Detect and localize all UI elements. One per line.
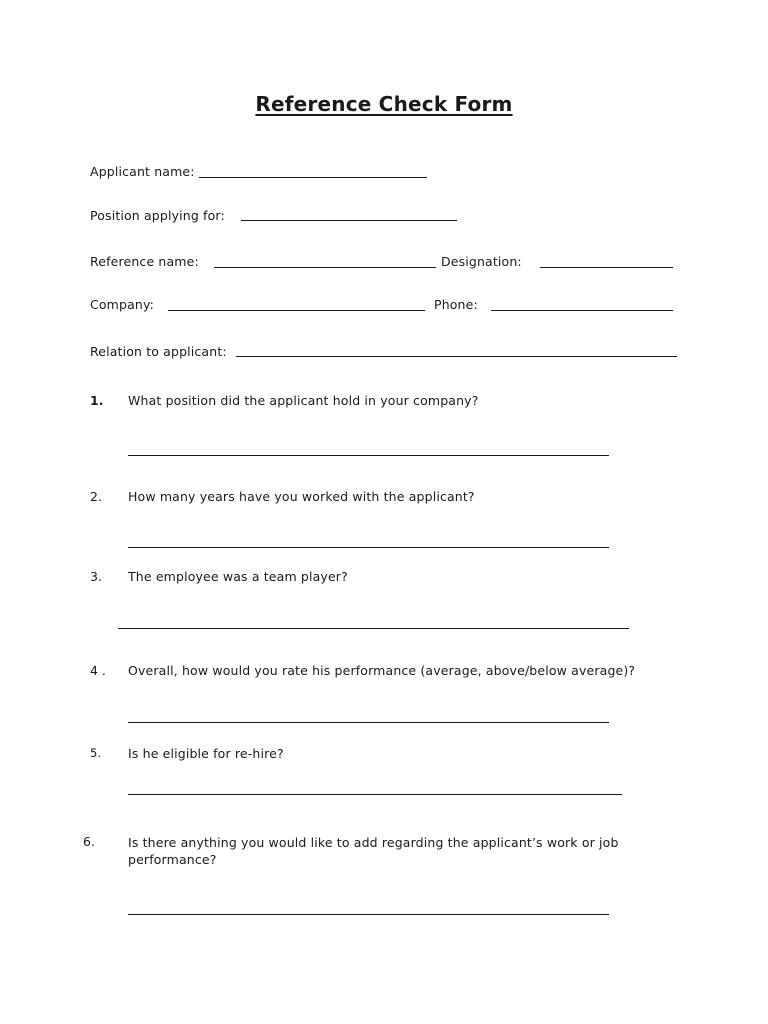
position-applying-line[interactable]: [241, 220, 457, 221]
question-text: Overall, how would you rate his performance (average, above/below average)?: [128, 663, 636, 678]
question-number: 1.: [90, 393, 104, 408]
question-number: 2.: [90, 489, 102, 504]
position-applying-label: Position applying for:: [90, 208, 225, 223]
question-text: The employee was a team player?: [128, 569, 348, 584]
designation-label: Designation:: [441, 254, 522, 269]
relation-label: Relation to applicant:: [90, 344, 227, 359]
question-text: What position did the applicant hold in your company?: [128, 393, 479, 408]
answer-line[interactable]: [128, 547, 609, 548]
answer-line[interactable]: [128, 722, 609, 723]
question-number: 6.: [83, 834, 95, 849]
answer-line[interactable]: [118, 628, 629, 629]
question-number: 4 .: [90, 663, 106, 678]
answer-line[interactable]: [128, 914, 609, 915]
question-number: 3.: [90, 569, 102, 584]
question-text: Is he eligible for re-hire?: [128, 746, 284, 761]
applicant-name-line[interactable]: [199, 177, 427, 178]
answer-line[interactable]: [128, 794, 622, 795]
question-text: Is there anything you would like to add regarding the applicant’s work or job performance?: [128, 835, 619, 867]
reference-name-line[interactable]: [214, 267, 436, 268]
form-title: Reference Check Form: [255, 92, 513, 116]
question-number: 5.: [90, 746, 101, 760]
designation-line[interactable]: [540, 267, 673, 268]
answer-line[interactable]: [128, 455, 609, 456]
company-line[interactable]: [168, 310, 425, 311]
relation-line[interactable]: [236, 356, 677, 357]
applicant-name-label: Applicant name:: [90, 164, 195, 179]
question-text: How many years have you worked with the applicant?: [128, 489, 475, 504]
company-label: Company:: [90, 297, 154, 312]
reference-name-label: Reference name:: [90, 254, 199, 269]
phone-label: Phone:: [434, 297, 478, 312]
phone-line[interactable]: [491, 310, 673, 311]
